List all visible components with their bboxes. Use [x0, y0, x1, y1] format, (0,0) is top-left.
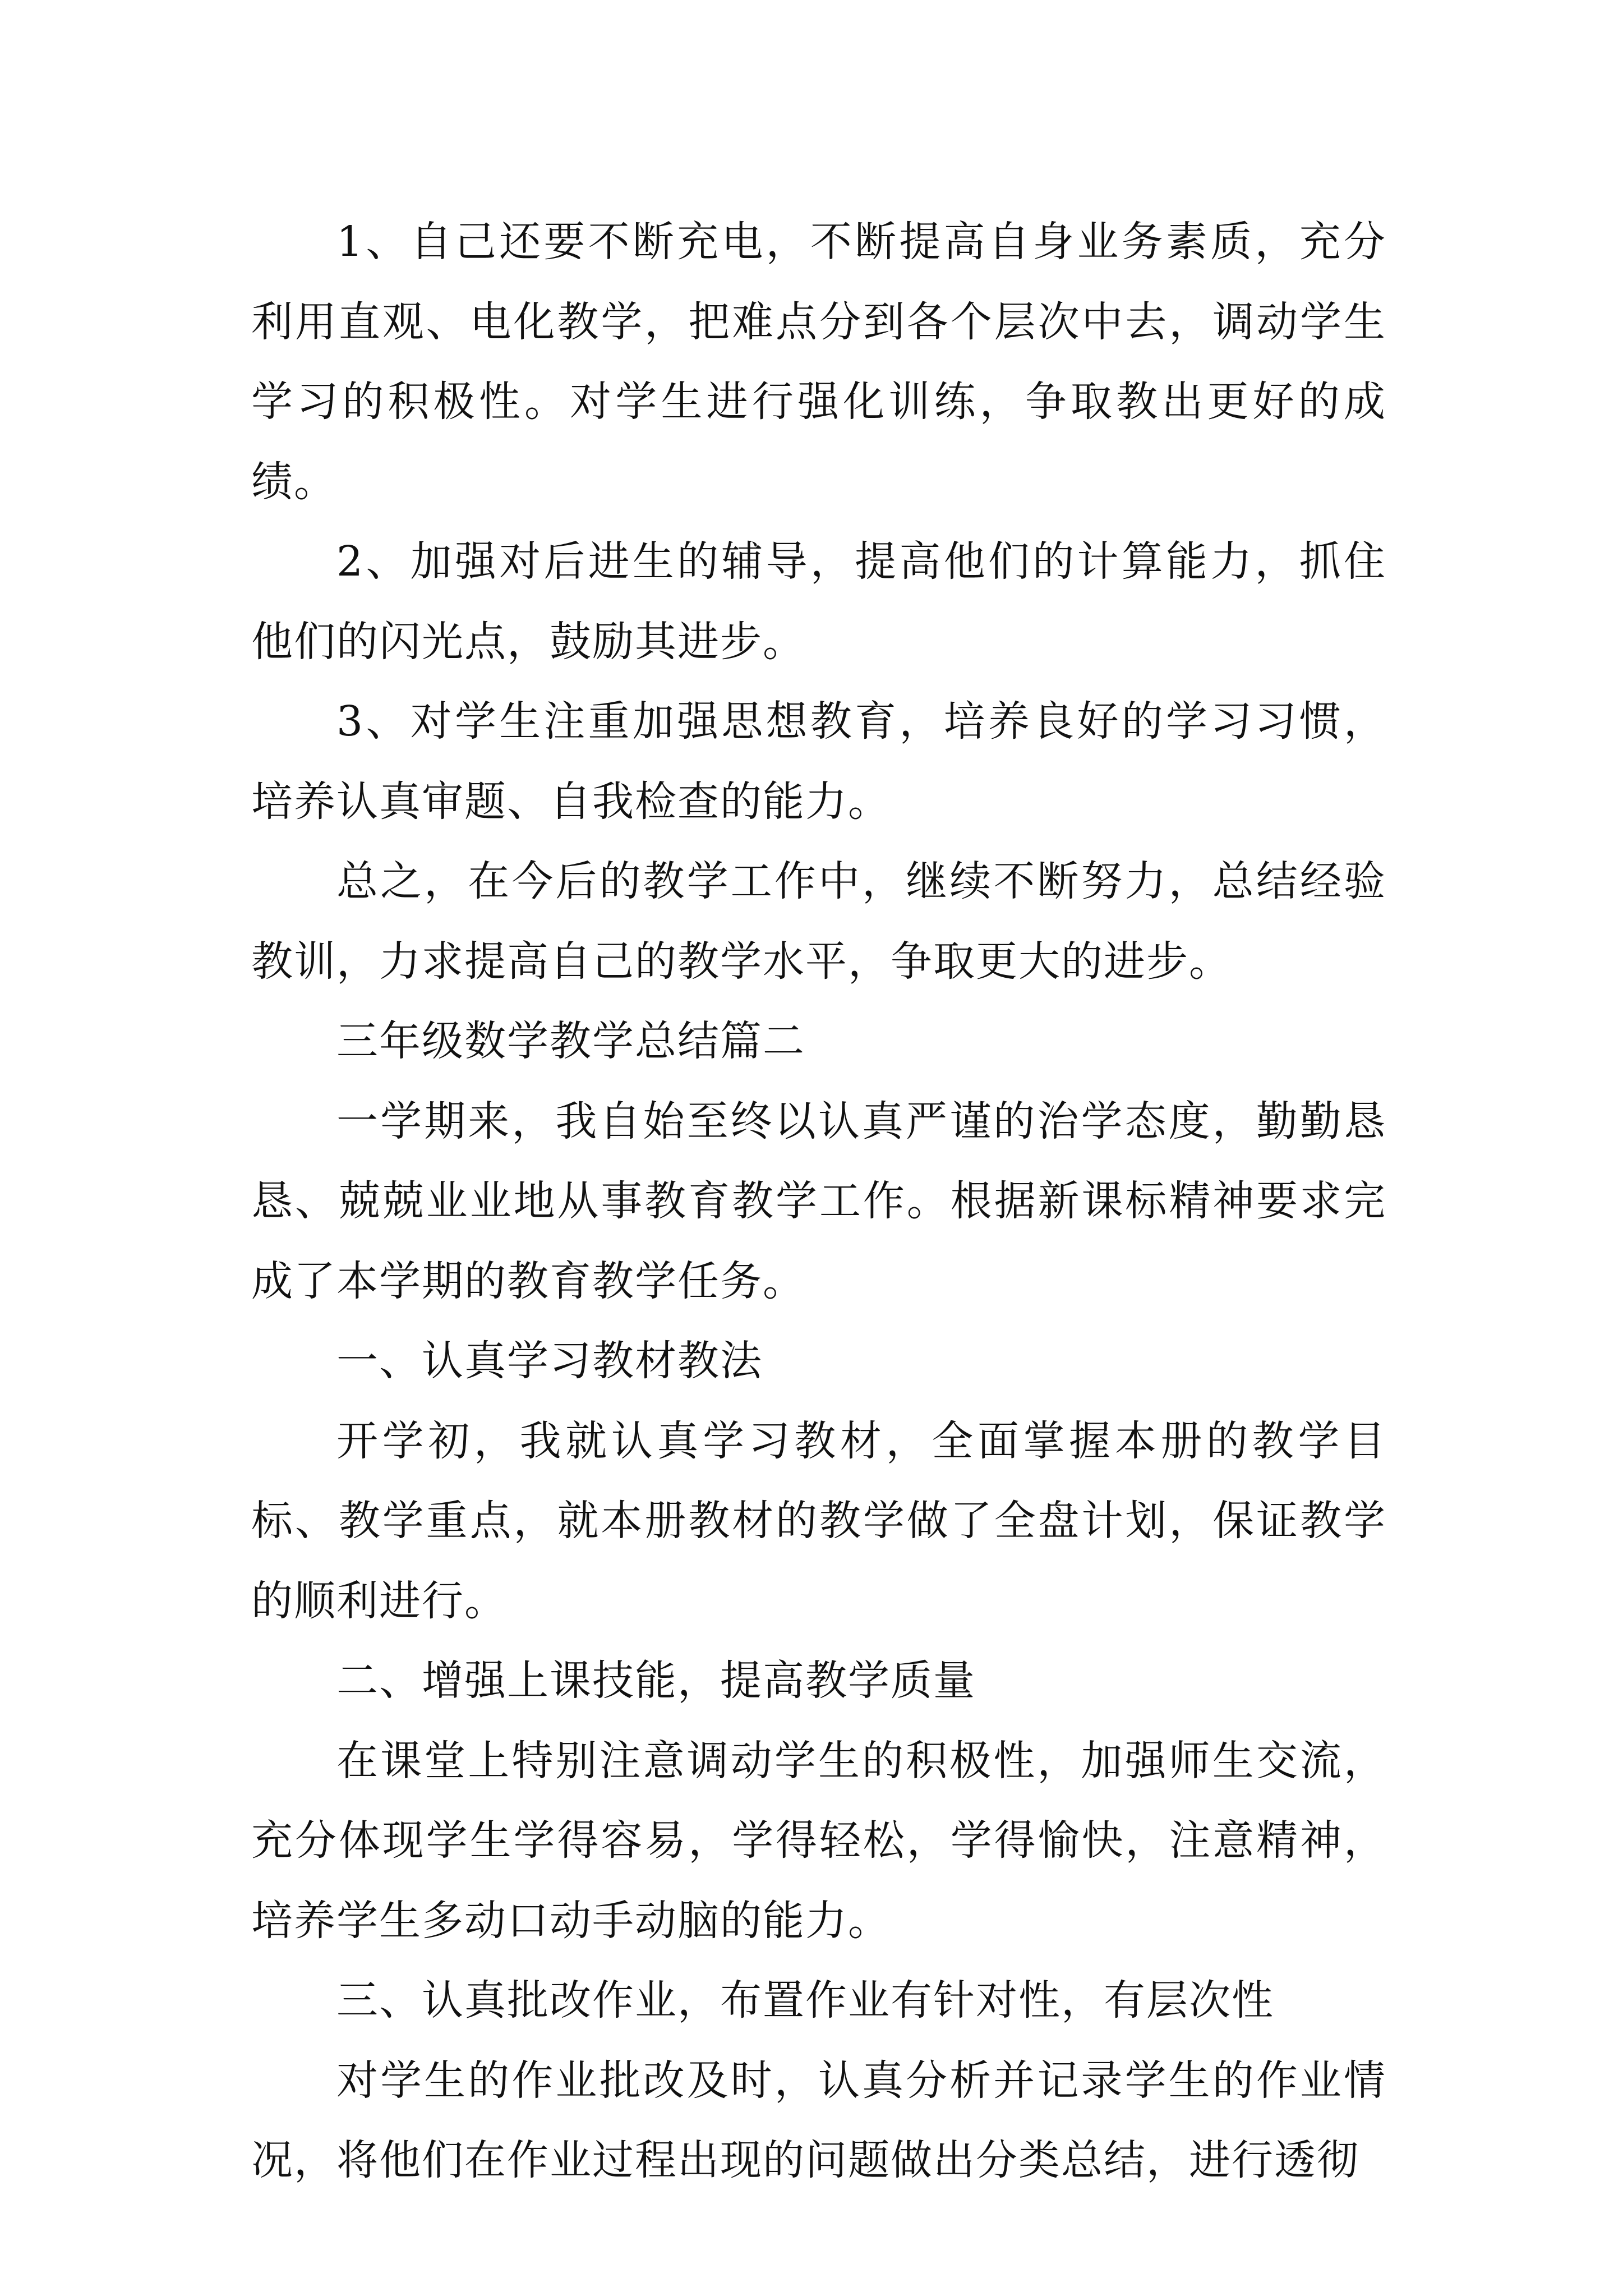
- section-heading: 二、增强上课技能，提高教学质量: [336, 1657, 976, 1705]
- paragraph: 开学初，我就认真学习教材，全面掌握本册的教学目标、教学重点，就本册教材的教学做了全盘计划，保证教学的顺利进行。: [251, 1416, 1386, 1625]
- paragraph: 1、自己还要不断充电，不断提高自身业务素质，充分利用直观、电化教学，把难点分到各个层次中去，调动学生学习的积极性。对学生进行强化训练，争取教出更好的成绩。: [251, 218, 1386, 506]
- document-body: [251, 202, 1386, 2201]
- paragraph: 一学期来，我自始至终以认真严谨的治学态度，勤勤恳恳、兢兢业业地从事教育教学工作。根据新课标精神要求完成了本学期的教育教学任务。: [251, 1097, 1386, 1305]
- paragraph: 3、对学生注重加强思想教育，培养良好的学习习惯，培养认真审题、自我检查的能力。: [251, 697, 1386, 826]
- section-heading: 三、认真批改作业，布置作业有针对性，有层次性: [336, 1976, 1274, 2024]
- paragraph: 对学生的作业批改及时，认真分析并记录学生的作业情况，将他们在作业过程出现的问题做出分类总结，进行透彻: [251, 2056, 1386, 2184]
- section-title: 三年级数学教学总结篇二: [336, 1017, 805, 1065]
- paragraph: 在课堂上特别注意调动学生的积极性，加强师生交流，充分体现学生学得容易，学得轻松，学得愉快，注意精神，培养学生多动口动手动脑的能力。: [251, 1736, 1386, 1945]
- section-heading: 一、认真学习教材教法: [336, 1337, 763, 1385]
- paragraph: 2、加强对后进生的辅导，提高他们的计算能力，抓住他们的闪光点，鼓励其进步。: [251, 537, 1386, 666]
- paragraph: 总之，在今后的教学工作中，继续不断努力，总结经验教训，力求提高自己的教学水平，争取更大的进步。: [251, 857, 1386, 986]
